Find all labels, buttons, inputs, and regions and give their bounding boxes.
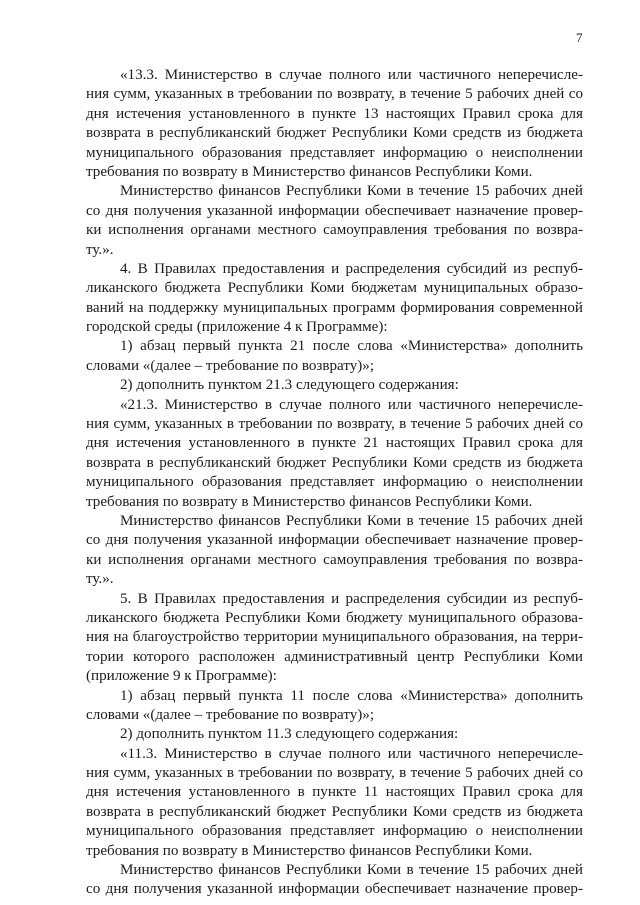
- text-line: ния сумм, указанных в требовании по возврату, в течение 5 рабочих дней со: [86, 765, 583, 782]
- paragraph: [86, 260, 583, 338]
- page-number: 7: [576, 30, 583, 45]
- text-line: словами «(далее – требование по возврату)»;: [86, 357, 375, 374]
- paragraph: [86, 512, 583, 590]
- text-line: дня истечения установленного в пункте 21 настоящих Правил срока для: [86, 435, 583, 452]
- text-line: Министерство финансов Республики Коми в течение 15 рабочих дней: [120, 512, 583, 529]
- text-line: «11.3. Министерство в случае полного или частичного неперечисле-: [120, 745, 583, 762]
- text-line: тории которого расположен административный центр Республики Коми: [86, 648, 583, 665]
- document-body: [86, 66, 583, 900]
- text-line: ки исполнения органами местного самоуправления требования по возвра-: [86, 222, 583, 239]
- text-line: ки исполнения органами местного самоуправления требования по возвра-: [86, 551, 583, 568]
- text-line: ния на благоустройство территории муниципального образования, на терри-: [86, 629, 583, 646]
- text-line: ликанского бюджета Республики Коми бюджетам муниципальных образо-: [86, 280, 583, 297]
- text-line: требования по возврату в Министерство финансов Республики Коми.: [86, 493, 533, 510]
- text-line: «21.3. Министерство в случае полного или частичного неперечисле-: [120, 396, 583, 413]
- paragraph: [86, 182, 583, 260]
- text-line: 5. В Правилах предоставления и распределения субсидии из респуб-: [120, 590, 583, 607]
- paragraph: [86, 396, 583, 512]
- text-line: муниципального образования представляет информацию о неисполнении: [86, 823, 583, 840]
- paragraph: [86, 725, 583, 744]
- text-line: Министерство финансов Республики Коми в течение 15 рабочих дней: [120, 862, 583, 879]
- text-line: ния сумм, указанных в требовании по возврату, в течение 5 рабочих дней со: [86, 86, 583, 103]
- text-line: возврата в республиканский бюджет Республики Коми средств из бюджета: [86, 125, 583, 142]
- text-line: «13.3. Министерство в случае полного или частичного неперечисле-: [120, 67, 583, 83]
- text-line: со дня получения указанной информации обеспечивает назначение провер-: [86, 881, 583, 898]
- text-line: городской среды (приложение 4 к Программе):: [86, 319, 388, 336]
- text-line: 4. В Правилах предоставления и распределения субсидий из респуб-: [120, 260, 583, 277]
- paragraph: [86, 861, 583, 900]
- text-line: 1) абзац первый пункта 11 после слова «Министерства» дополнить: [120, 687, 583, 704]
- text-line: словами «(далее – требование по возврату)»;: [86, 706, 375, 723]
- text-line: ния сумм, указанных в требовании по возврату, в течение 5 рабочих дней со: [86, 416, 583, 433]
- paragraph: [86, 590, 583, 687]
- text-line: требования по возврату в Министерство финансов Республики Коми.: [86, 163, 533, 180]
- paragraph: [86, 745, 583, 861]
- text-line: 1) абзац первый пункта 21 после слова «Министерства» дополнить: [120, 338, 583, 355]
- text-line: ваний на поддержку муниципальных программ формирования современной: [86, 299, 583, 316]
- text-line: дня истечения установленного в пункте 13 настоящих Правил срока для: [86, 105, 583, 122]
- text-line: муниципального образования представляет информацию о неисполнении: [86, 144, 583, 161]
- text-line: Министерство финансов Республики Коми в течение 15 рабочих дней: [120, 183, 583, 200]
- text-line: (приложение 9 к Программе):: [86, 668, 277, 685]
- paragraph: [86, 337, 583, 376]
- text-line: муниципального образования представляет информацию о неисполнении: [86, 474, 583, 491]
- paragraph: [86, 687, 583, 726]
- text-line: ту.».: [86, 241, 114, 258]
- text-line: возврата в республиканский бюджет Республики Коми средств из бюджета: [86, 454, 583, 471]
- paragraph: [86, 66, 583, 182]
- text-line: со дня получения указанной информации обеспечивает назначение провер-: [86, 532, 583, 549]
- text-line: ту.».: [86, 571, 114, 588]
- text-line: 2) дополнить пунктом 11.3 следующего содержания:: [120, 726, 459, 743]
- text-line: возврата в республиканский бюджет Республики Коми средств из бюджета: [86, 803, 583, 820]
- paragraph: [86, 376, 583, 395]
- text-line: со дня получения указанной информации обеспечивает назначение провер-: [86, 202, 583, 219]
- text-line: требования по возврату в Министерство финансов Республики Коми.: [86, 842, 533, 859]
- text-line: 2) дополнить пунктом 21.3 следующего содержания:: [120, 377, 459, 394]
- text-line: ликанского бюджета Республики Коми бюджету муниципального образова-: [86, 609, 583, 626]
- text-line: дня истечения установленного в пункте 11 настоящих Правил срока для: [86, 784, 583, 801]
